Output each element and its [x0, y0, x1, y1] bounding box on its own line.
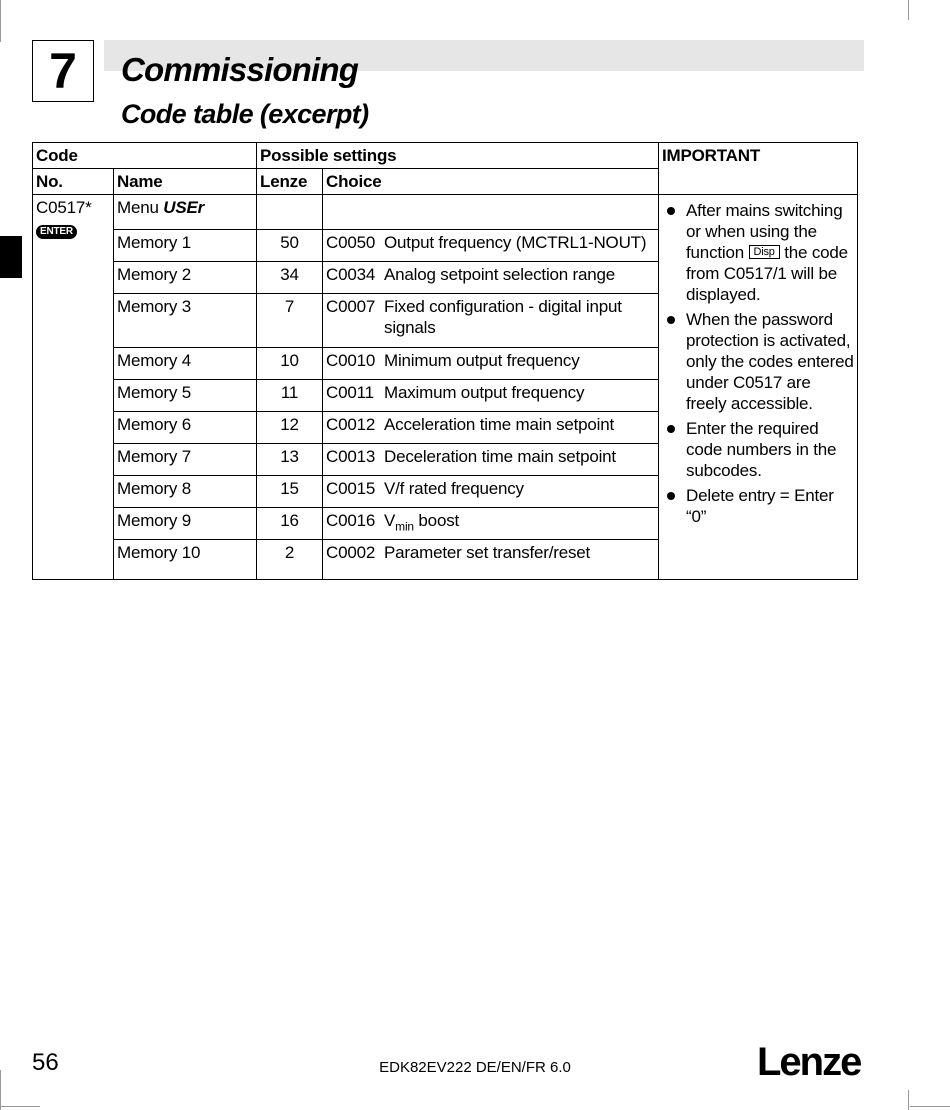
code-cell — [33, 195, 114, 580]
choice-cell — [323, 540, 659, 580]
choice-text: Maximum output frequency — [384, 383, 585, 402]
choice-text: Parameter set transfer/reset — [384, 543, 591, 563]
page-title: Commissioning — [121, 51, 359, 88]
lenze-cell — [257, 195, 323, 230]
lenze-value: 34 — [257, 262, 323, 294]
choice-text: Output frequency (MCTRL1-NOUT) — [384, 233, 647, 252]
crop-mark — [0, 0, 1, 42]
important-notes-list — [662, 200, 854, 527]
chapter-number: 7 — [32, 40, 94, 102]
page-subtitle: Code table (excerpt) — [121, 99, 369, 129]
table-row — [33, 195, 858, 230]
choice-code: C0016 — [326, 511, 376, 530]
header-possible-settings: Possible settings — [257, 143, 659, 169]
note-item — [686, 200, 854, 305]
memory-name: Memory 7 — [114, 444, 257, 476]
choice-cell — [323, 348, 659, 380]
code-table — [32, 142, 858, 580]
disp-key-icon: Disp — [749, 245, 780, 259]
crop-mark — [908, 0, 909, 20]
memory-name: Memory 6 — [114, 412, 257, 444]
lenze-value: 11 — [257, 380, 323, 412]
choice-cell — [323, 476, 659, 508]
enter-key-icon: ENTER — [36, 225, 77, 239]
note-text: After mains switching or when using the function — [686, 201, 843, 262]
menu-display-code: USEr — [163, 198, 205, 217]
choice-cell — [323, 195, 659, 230]
vmin-symbol: V — [384, 511, 396, 530]
choice-cell — [323, 294, 659, 348]
choice-text: Minimum output frequency — [384, 351, 580, 370]
choice-cell — [323, 412, 659, 444]
memory-name: Memory 2 — [114, 262, 257, 294]
header-code: Code — [33, 143, 257, 169]
choice-cell — [323, 230, 659, 262]
crop-mark — [0, 1106, 40, 1107]
choice-code: C0050 — [326, 233, 376, 252]
lenze-value: 10 — [257, 348, 323, 380]
choice-text: V/f rated frequency — [384, 479, 524, 498]
lenze-value: 13 — [257, 444, 323, 476]
choice-cell — [323, 380, 659, 412]
choice-code: C0010 — [326, 351, 376, 370]
page-number: 56 — [32, 1049, 59, 1076]
code-number: C0517* — [36, 198, 92, 217]
choice-code: C0013 — [326, 447, 376, 466]
lenze-value: 7 — [257, 294, 323, 348]
lenze-logo: Lenze — [757, 1040, 861, 1084]
lenze-value: 12 — [257, 412, 323, 444]
choice-code: C0034 — [326, 265, 376, 284]
note-text: the code from C0517/1 will be displayed. — [686, 243, 848, 304]
lenze-value: 16 — [257, 508, 323, 540]
lenze-value: 50 — [257, 230, 323, 262]
crop-mark — [910, 1106, 950, 1107]
header-name: Name — [114, 169, 257, 195]
memory-name: Memory 8 — [114, 476, 257, 508]
vmin-rest: boost — [413, 511, 460, 530]
memory-name: Memory 4 — [114, 348, 257, 380]
choice-cell — [323, 444, 659, 476]
document-id: EDK82EV222 DE/EN/FR 6.0 — [379, 1059, 571, 1076]
header-important: IMPORTANT — [659, 143, 858, 195]
choice-cell — [323, 262, 659, 294]
choice-text — [384, 510, 652, 537]
choice-code: C0002 — [326, 543, 376, 563]
table-header-row — [33, 143, 858, 169]
choice-text: Acceleration time main setpoint — [384, 415, 615, 434]
choice-text: Deceleration time main setpoint — [384, 447, 616, 466]
choice-code: C0007 — [326, 297, 376, 316]
chapter-tab-marker — [0, 236, 22, 278]
choice-text: Analog setpoint selection range — [384, 265, 616, 284]
choice-code: C0011 — [326, 383, 374, 402]
memory-name: Memory 9 — [114, 508, 257, 540]
choice-cell — [323, 508, 659, 540]
menu-prefix: Menu — [117, 198, 159, 217]
lenze-value: 2 — [257, 540, 323, 580]
choice-text: Fixed configuration - digital input signals — [384, 297, 622, 337]
note-item: When the password protection is activated, only the codes entered under C0517 are freely accessible. — [686, 310, 854, 413]
memory-name: Memory 3 — [114, 294, 257, 348]
choice-code: C0012 — [326, 415, 376, 434]
header-lenze: Lenze — [257, 169, 323, 195]
choice-code: C0015 — [326, 479, 376, 498]
menu-name-cell — [114, 195, 257, 230]
header-no: No. — [33, 169, 114, 195]
memory-name: Memory 1 — [114, 230, 257, 262]
crop-mark — [908, 1090, 909, 1110]
important-notes-cell — [659, 195, 858, 580]
note-item: Enter the required code numbers in the subcodes. — [686, 418, 854, 481]
lenze-value: 15 — [257, 476, 323, 508]
memory-name: Memory 10 — [114, 540, 257, 580]
vmin-subscript: min — [395, 519, 414, 534]
header-choice: Choice — [323, 169, 659, 195]
memory-name: Memory 5 — [114, 380, 257, 412]
note-item: Delete entry = Enter “0” — [686, 485, 854, 527]
